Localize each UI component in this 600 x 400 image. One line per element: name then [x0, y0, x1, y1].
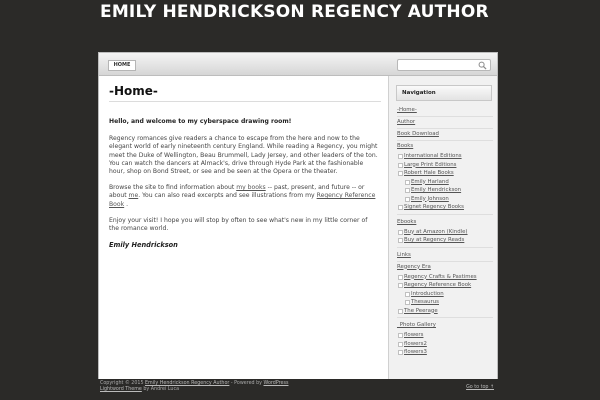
theme-link[interactable]: Lightword Theme [100, 387, 142, 392]
signature: Emily Hendrickson [109, 241, 178, 250]
sidebar-nav-list [397, 105, 493, 357]
sidebar-header: Navigation [396, 85, 492, 101]
sidebar-item-large-print[interactable]: Large Print Editions [397, 161, 493, 170]
wordpress-link[interactable]: WordPress [263, 381, 289, 386]
sidebar-item-thesaurus[interactable]: Thesaurus [397, 298, 493, 307]
sidebar-item-flowers3[interactable]: flowers3 [397, 348, 493, 357]
main-content [98, 76, 388, 379]
sidebar-item-links[interactable]: Links [397, 250, 493, 262]
footer-line-2 [100, 387, 496, 393]
footer [100, 381, 496, 393]
browse-text-d: . [124, 200, 129, 208]
page-title: -Home- [109, 84, 381, 102]
sidebar-item-flowers2[interactable]: flowers2 [397, 340, 493, 349]
sidebar-item-robert-hale[interactable]: Robert Hale Books [397, 169, 493, 178]
sidebar-item-home[interactable]: -Home- [397, 105, 493, 117]
reference-book-link[interactable]: Regency Reference Book [109, 192, 376, 208]
powered-text: - Powered by [229, 381, 264, 386]
sidebar-item-photo-gallery[interactable]: _Photo Gallery [397, 322, 436, 328]
my-books-link[interactable]: my books [236, 184, 266, 192]
sidebar-item-books[interactable]: Books [397, 143, 414, 149]
sidebar-item-amazon[interactable]: Buy at Amazon (Kindle) [397, 228, 493, 237]
sidebar-item-flowers[interactable]: flowers [397, 331, 493, 340]
search-icon[interactable] [478, 61, 487, 70]
sidebar-divider [397, 315, 493, 318]
sidebar [388, 76, 498, 379]
post-content [109, 118, 379, 257]
search-input[interactable] [400, 61, 476, 70]
sidebar-item-author[interactable]: Author [397, 117, 493, 129]
copyright-text: Copyright © 2015 [100, 381, 146, 386]
sidebar-item-regency-era[interactable]: Regency Era [397, 263, 431, 270]
browse-text-c: . You can also read excerpts and see illustrations from my [138, 192, 317, 200]
theme-author-text: by Andrei Luca [141, 387, 180, 392]
sidebar-item-ebooks[interactable]: Ebooks [397, 218, 417, 225]
sidebar-item-introduction[interactable]: Introduction [397, 290, 493, 299]
go-to-top-link[interactable]: Go to top ↑ [466, 385, 494, 390]
sidebar-item-crafts[interactable]: Regency Crafts & Pastimes [397, 273, 493, 282]
site-title: EMILY HENDRICKSON REGENCY AUTHOR [100, 2, 489, 22]
sidebar-item-international[interactable]: International Editions [397, 152, 493, 161]
sidebar-divider [397, 212, 493, 215]
sidebar-item-signet[interactable]: Signet Regency Books [397, 203, 493, 212]
browse-paragraph [109, 184, 379, 209]
home-tab[interactable]: HOME [108, 60, 136, 71]
search-box [397, 59, 491, 71]
nav-bar [98, 52, 498, 76]
sidebar-item-emily-harland[interactable]: Emily Harland [397, 178, 493, 187]
browse-text-b: -- past, present, and future -- or about [109, 184, 365, 200]
sidebar-item-emily-hendrickson[interactable]: Emily Hendrickson [397, 186, 493, 195]
intro-paragraph: Regency romances give readers a chance to escape from the here and now to the elegant world of early nineteenth century England. While reading a Regency, you might meet the Duke of Wellington, Beau Brummell, Lady Jersey, and other leaders of the ton. You can watch the dancers at Almack's, drive through Hyde Park at the fashionable hour, shop on Bond Street, or see and be seen at the Opera or the theater. [109, 135, 378, 176]
sidebar-item-peerage[interactable]: The Peerage [397, 307, 493, 316]
site-link[interactable]: Emily Hendrickson Regency Author [145, 381, 230, 386]
greeting-text: Hello, and welcome to my cyberspace drawing room! [109, 118, 292, 125]
sidebar-divider [397, 245, 493, 248]
browse-text-a: Browse the site to find information about [109, 184, 237, 192]
sidebar-item-reference-book[interactable]: Regency Reference Book [397, 281, 493, 290]
sidebar-item-book-download[interactable]: Book Download [397, 129, 493, 141]
enjoy-paragraph: Enjoy your visit! I hope you will stop by often to see what's new in my little corner of the romance world. [109, 216, 368, 233]
sidebar-item-emily-johnson[interactable]: Emily Johnson [397, 195, 493, 204]
me-link[interactable]: me [128, 192, 139, 200]
sidebar-item-regency-reads[interactable]: Buy at Regency Reads [397, 236, 493, 245]
